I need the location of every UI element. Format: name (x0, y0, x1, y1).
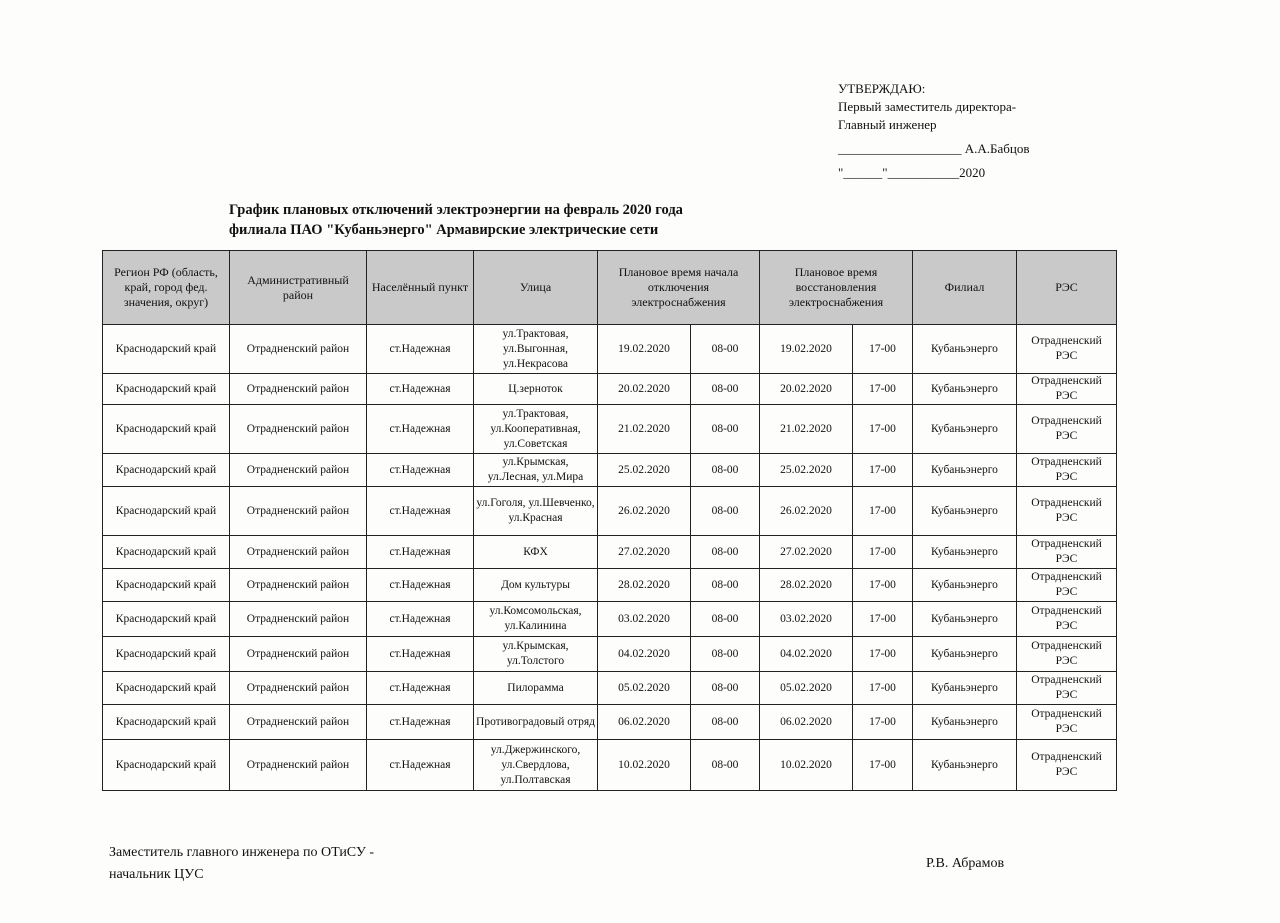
cell-branch: Кубаньэнерго (913, 672, 1017, 705)
cell-res: Отрадненский РЭС (1017, 602, 1117, 637)
cell-district: Отрадненский район (230, 705, 367, 740)
cell-street: Дом культуры (474, 569, 598, 602)
cell-region: Краснодарский край (103, 637, 230, 672)
cell-branch: Кубаньэнерго (913, 637, 1017, 672)
deputy-signature-block (109, 842, 374, 886)
cell-off-date: 19.02.2020 (598, 325, 691, 374)
cell-district: Отрадненский район (230, 374, 367, 405)
cell-on-date: 10.02.2020 (760, 740, 853, 791)
cell-res: Отрадненский РЭС (1017, 569, 1117, 602)
cell-off-date: 21.02.2020 (598, 405, 691, 454)
cell-district: Отрадненский район (230, 740, 367, 791)
cell-on-hour: 17-00 (853, 705, 913, 740)
cell-on-hour: 17-00 (853, 740, 913, 791)
cell-branch: Кубаньэнерго (913, 405, 1017, 454)
cell-off-hour: 08-00 (691, 536, 760, 569)
cell-res: Отрадненский РЭС (1017, 374, 1117, 405)
cell-settlement: ст.Надежная (367, 487, 474, 536)
cell-on-date: 20.02.2020 (760, 374, 853, 405)
cell-res: Отрадненский РЭС (1017, 536, 1117, 569)
cell-off-date: 06.02.2020 (598, 705, 691, 740)
cell-region: Краснодарский край (103, 602, 230, 637)
cell-off-hour: 08-00 (691, 740, 760, 791)
cell-on-date: 26.02.2020 (760, 487, 853, 536)
cell-on-hour: 17-00 (853, 487, 913, 536)
cell-on-date: 21.02.2020 (760, 405, 853, 454)
cell-on-hour: 17-00 (853, 454, 913, 487)
cell-settlement: ст.Надежная (367, 740, 474, 791)
cell-street: ул.Джержинского, ул.Свердлова, ул.Полтавская (474, 740, 598, 791)
cell-region: Краснодарский край (103, 487, 230, 536)
cell-off-hour: 08-00 (691, 637, 760, 672)
cell-off-date: 10.02.2020 (598, 740, 691, 791)
cell-off-hour: 08-00 (691, 672, 760, 705)
cell-res: Отрадненский РЭС (1017, 405, 1117, 454)
cell-off-hour: 08-00 (691, 454, 760, 487)
cell-region: Краснодарский край (103, 374, 230, 405)
document-title (229, 200, 683, 240)
cell-branch: Кубаньэнерго (913, 536, 1017, 569)
header-street: Улица (474, 251, 598, 325)
cell-res: Отрадненский РЭС (1017, 740, 1117, 791)
cell-on-date: 27.02.2020 (760, 536, 853, 569)
cell-street: ул.Крымская, ул.Лесная, ул.Мира (474, 454, 598, 487)
cell-on-date: 19.02.2020 (760, 325, 853, 374)
cell-res: Отрадненский РЭС (1017, 454, 1117, 487)
cell-res: Отрадненский РЭС (1017, 637, 1117, 672)
approver-signature: ___________________ А.А.Бабцов (838, 141, 1030, 156)
cell-on-hour: 17-00 (853, 602, 913, 637)
cell-off-date: 26.02.2020 (598, 487, 691, 536)
cell-street: КФХ (474, 536, 598, 569)
cell-on-hour: 17-00 (853, 374, 913, 405)
cell-settlement: ст.Надежная (367, 325, 474, 374)
header-res: РЭС (1017, 251, 1117, 325)
table-row (103, 374, 1117, 405)
table-row (103, 740, 1117, 791)
cell-off-date: 04.02.2020 (598, 637, 691, 672)
cell-branch: Кубаньэнерго (913, 487, 1017, 536)
cell-settlement: ст.Надежная (367, 569, 474, 602)
cell-region: Краснодарский край (103, 569, 230, 602)
deputy-position: Заместитель главного инженера по ОТиСУ - (109, 845, 375, 860)
cell-off-date: 25.02.2020 (598, 454, 691, 487)
cell-district: Отрадненский район (230, 325, 367, 374)
cell-region: Краснодарский край (103, 454, 230, 487)
cell-district: Отрадненский район (230, 487, 367, 536)
cell-settlement: ст.Надежная (367, 454, 474, 487)
table-row (103, 325, 1117, 374)
cell-res: Отрадненский РЭС (1017, 672, 1117, 705)
cell-region: Краснодарский край (103, 325, 230, 374)
title-line-1: График плановых отключений электроэнергии на февраль 2020 года (229, 202, 683, 218)
cell-branch: Кубаньэнерго (913, 374, 1017, 405)
cell-region: Краснодарский край (103, 705, 230, 740)
table-row (103, 536, 1117, 569)
header-off-time: Плановое время начала отключения электроснабжения (598, 251, 760, 325)
cell-branch: Кубаньэнерго (913, 325, 1017, 374)
table-row (103, 569, 1117, 602)
cell-settlement: ст.Надежная (367, 536, 474, 569)
approval-date: "______"___________2020 (838, 165, 986, 180)
cell-settlement: ст.Надежная (367, 705, 474, 740)
outage-schedule-table (102, 250, 1117, 791)
cell-off-hour: 08-00 (691, 405, 760, 454)
table-row (103, 487, 1117, 536)
cell-region: Краснодарский край (103, 536, 230, 569)
cell-on-hour: 17-00 (853, 536, 913, 569)
cell-region: Краснодарский край (103, 672, 230, 705)
cell-res: Отрадненский РЭС (1017, 705, 1117, 740)
cell-street: ул.Трактовая, ул.Выгонная, ул.Некрасова (474, 325, 598, 374)
table-body (103, 325, 1117, 791)
table-row (103, 705, 1117, 740)
cell-on-date: 03.02.2020 (760, 602, 853, 637)
cell-street: ул.Крымская, ул.Толстого (474, 637, 598, 672)
table-row (103, 602, 1117, 637)
cell-on-date: 06.02.2020 (760, 705, 853, 740)
cell-off-hour: 08-00 (691, 487, 760, 536)
cell-on-date: 04.02.2020 (760, 637, 853, 672)
cell-district: Отрадненский район (230, 405, 367, 454)
cell-street: Пилорамма (474, 672, 598, 705)
cell-off-hour: 08-00 (691, 569, 760, 602)
cell-off-hour: 08-00 (691, 374, 760, 405)
cell-on-hour: 17-00 (853, 569, 913, 602)
cell-region: Краснодарский край (103, 405, 230, 454)
cell-res: Отрадненский РЭС (1017, 325, 1117, 374)
cell-street: Противоградовый отряд (474, 705, 598, 740)
cell-branch: Кубаньэнерго (913, 569, 1017, 602)
cell-on-hour: 17-00 (853, 672, 913, 705)
cell-on-hour: 17-00 (853, 637, 913, 672)
header-settlement: Населённый пункт (367, 251, 474, 325)
cell-on-date: 05.02.2020 (760, 672, 853, 705)
cell-street: ул.Трактовая, ул.Кооперативная, ул.Советская (474, 405, 598, 454)
deputy-name: Р.В. Абрамов (926, 856, 1005, 871)
table-header-row (103, 251, 1117, 325)
cell-street: ул.Гоголя, ул.Шевченко, ул.Красная (474, 487, 598, 536)
cell-settlement: ст.Надежная (367, 672, 474, 705)
cell-off-date: 27.02.2020 (598, 536, 691, 569)
table-row (103, 454, 1117, 487)
cell-district: Отрадненский район (230, 569, 367, 602)
cell-on-date: 25.02.2020 (760, 454, 853, 487)
cell-district: Отрадненский район (230, 454, 367, 487)
cell-branch: Кубаньэнерго (913, 454, 1017, 487)
approver-position: Первый заместитель директора- (838, 99, 1017, 114)
cell-off-hour: 08-00 (691, 602, 760, 637)
cell-district: Отрадненский район (230, 672, 367, 705)
title-line-2: филиала ПАО "Кубаньэнерго" Армавирские электрические сети (229, 222, 659, 238)
cell-branch: Кубаньэнерго (913, 705, 1017, 740)
cell-settlement: ст.Надежная (367, 637, 474, 672)
cell-region: Краснодарский край (103, 740, 230, 791)
header-restore-time: Плановое время восстановления электроснабжения (760, 251, 913, 325)
cell-settlement: ст.Надежная (367, 374, 474, 405)
approval-block (838, 80, 1029, 182)
cell-settlement: ст.Надежная (367, 602, 474, 637)
approval-heading: УТВЕРЖДАЮ: (838, 81, 926, 96)
table-row (103, 637, 1117, 672)
cell-settlement: ст.Надежная (367, 405, 474, 454)
cell-street: ул.Комсомольская, ул.Калинина (474, 602, 598, 637)
cell-street: Ц.зерноток (474, 374, 598, 405)
header-branch: Филиал (913, 251, 1017, 325)
table-row (103, 405, 1117, 454)
cell-on-hour: 17-00 (853, 325, 913, 374)
cell-district: Отрадненский район (230, 602, 367, 637)
cell-res: Отрадненский РЭС (1017, 487, 1117, 536)
cell-on-date: 28.02.2020 (760, 569, 853, 602)
header-district: Административный район (230, 251, 367, 325)
cell-off-date: 05.02.2020 (598, 672, 691, 705)
cell-branch: Кубаньэнерго (913, 602, 1017, 637)
cell-off-date: 03.02.2020 (598, 602, 691, 637)
approver-title: Главный инженер (838, 117, 937, 132)
table-row (103, 672, 1117, 705)
cell-off-hour: 08-00 (691, 705, 760, 740)
cell-on-hour: 17-00 (853, 405, 913, 454)
cell-off-date: 28.02.2020 (598, 569, 691, 602)
cell-branch: Кубаньэнерго (913, 740, 1017, 791)
deputy-title: начальник ЦУС (109, 867, 204, 882)
cell-district: Отрадненский район (230, 637, 367, 672)
header-region: Регион РФ (область, край, город фед. значения, округ) (103, 251, 230, 325)
cell-off-hour: 08-00 (691, 325, 760, 374)
cell-off-date: 20.02.2020 (598, 374, 691, 405)
cell-district: Отрадненский район (230, 536, 367, 569)
